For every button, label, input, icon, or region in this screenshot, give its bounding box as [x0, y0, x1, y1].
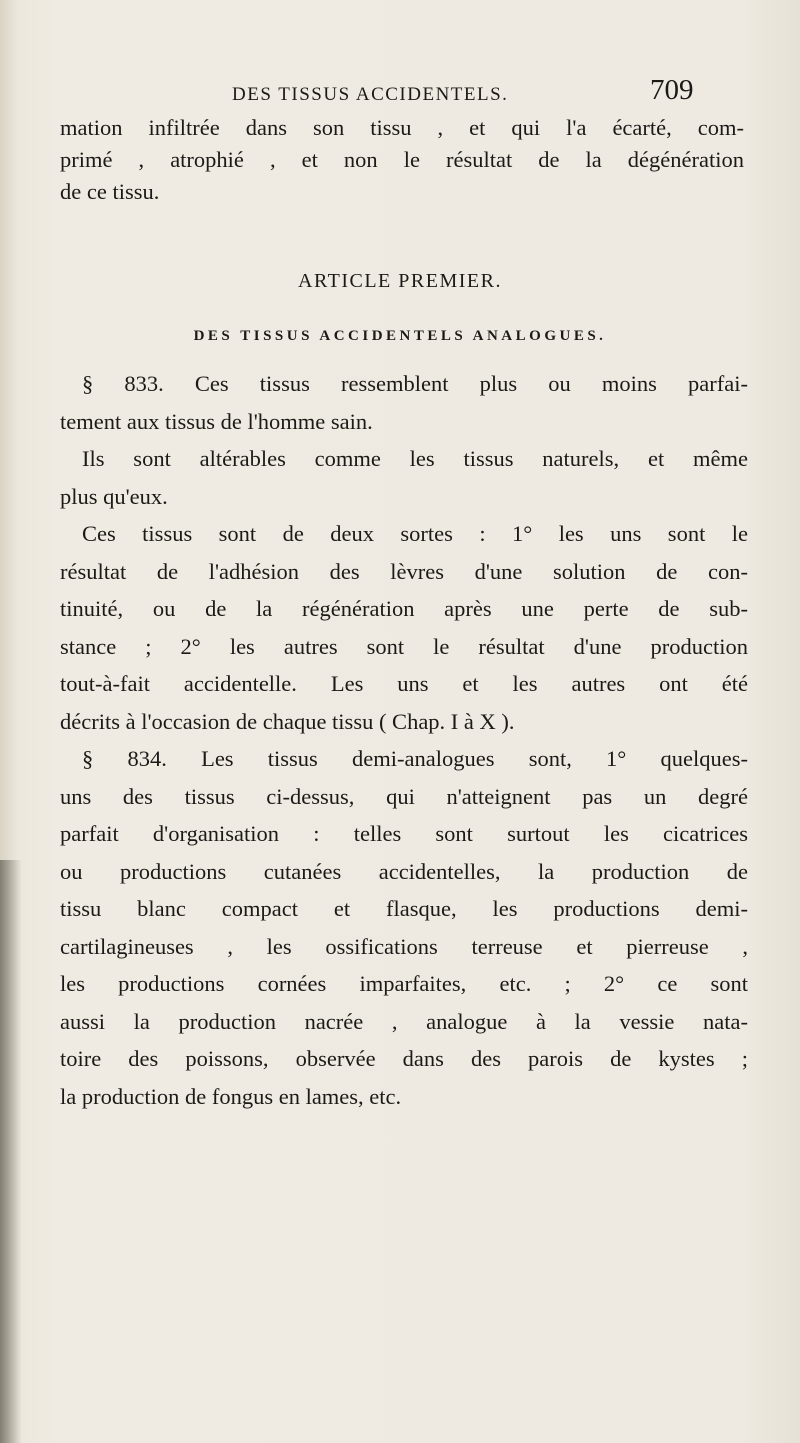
text-line: § 833. Ces tissus ressemblent plus ou moins parfai-: [82, 371, 748, 396]
text-line: Ils sont altérables comme les tissus naturels, et même: [82, 446, 748, 471]
text-line: cartilagineuses , les ossifications terreuse et pierreuse ,: [60, 933, 748, 959]
running-title: DES TISSUS ACCIDENTELS.: [232, 84, 509, 105]
text-line: tement aux tissus de l'homme sain.: [60, 408, 373, 434]
text-line: aussi la production nacrée , analogue à la vessie nata-: [60, 1008, 748, 1034]
text-line: mation infiltrée dans son tissu , et qui l'a écarté, com-: [60, 115, 744, 140]
text-line: tissu blanc compact et flasque, les productions demi-: [60, 896, 748, 921]
binding-shadow: [0, 860, 22, 1443]
text-line: la production de fongus en lames, etc.: [60, 1083, 402, 1109]
text-line: Ces tissus sont de deux sortes : 1° les uns sont le: [82, 521, 748, 546]
page-number: 709: [650, 74, 694, 106]
text-line: stance ; 2° les autres sont le résultat d'une production: [60, 633, 748, 659]
running-head: [0, 72, 800, 112]
text-line: uns des tissus ci-dessus, qui n'atteignent pas un degré: [60, 783, 748, 809]
text-line: parfait d'organisation : telles sont surtout les cicatrices: [60, 821, 748, 846]
text-line: décrits à l'occasion de chaque tissu ( Chap. I à X ).: [60, 708, 515, 734]
text-line: tinuité, ou de la régénération après une perte de sub-: [60, 596, 748, 621]
text-line: de ce tissu.: [60, 179, 160, 204]
intro-paragraph: [60, 112, 744, 208]
text-line: les productions cornées imparfaites, etc. ; 2° ce sont: [60, 971, 748, 996]
text-line: résultat de l'adhésion des lèvres d'une solution de con-: [60, 558, 748, 584]
article-heading: ARTICLE PREMIER.: [298, 270, 502, 292]
body-text: [60, 365, 748, 1115]
section-heading: DES TISSUS ACCIDENTELS ANALOGUES.: [193, 328, 607, 344]
text-line: § 834. Les tissus demi-analogues sont, 1° quelques-: [82, 746, 748, 771]
text-line: toire des poissons, observée dans des parois de kystes ;: [60, 1046, 748, 1071]
text-line: ou productions cutanées accidentelles, la production de: [60, 858, 748, 884]
text-line: tout-à-fait accidentelle. Les uns et les autres ont été: [60, 671, 748, 696]
text-line: plus qu'eux.: [60, 483, 168, 509]
text-line: primé , atrophié , et non le résultat de la dégénération: [60, 147, 744, 172]
